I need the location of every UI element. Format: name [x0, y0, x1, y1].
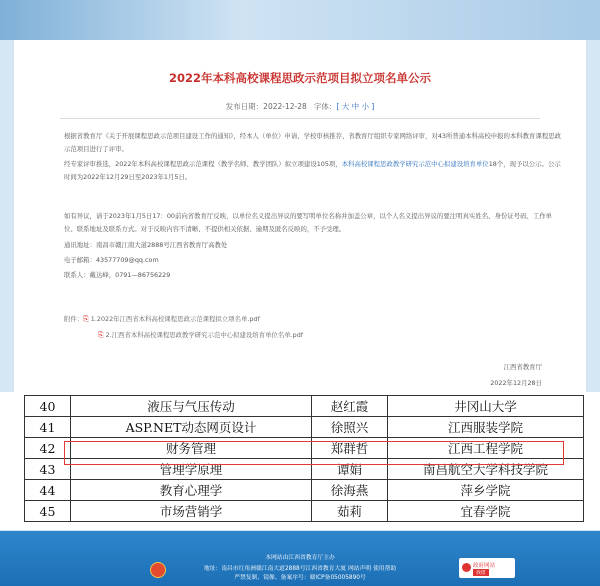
course-name: 市场营销学	[71, 501, 312, 522]
attachment-2-name[interactable]: 2.江西省本科高校课程思政教学研究示范中心拟建设培育单位名单.pdf	[105, 331, 304, 339]
teacher-name: 茹莉	[312, 501, 388, 522]
notice-title: 2022年本科高校课程思政示范项目拟立项名单公示	[168, 71, 431, 85]
school-name: 南昌航空大学科技学院	[388, 459, 584, 480]
title-divider	[60, 118, 540, 119]
site-footer	[0, 531, 600, 586]
gov-badge-top-text: 政府网站	[473, 563, 496, 569]
publish-date: 发布日期：2022-12-28	[225, 102, 307, 111]
school-name: 井冈山大学	[388, 396, 584, 417]
row-number: 42	[25, 438, 71, 459]
footer-address[interactable]: 地址：南昌市红角洲赣江南大道2888号江西省教育大厦 网站声明 使用帮助	[203, 566, 397, 572]
contact-person: 联系人：戴达峰，0791—86756229	[64, 271, 171, 279]
highlighted-row-box	[64, 441, 564, 465]
attachment-label: 附件：	[64, 315, 84, 323]
school-name: 江西服装学院	[388, 417, 584, 438]
row-number: 40	[25, 396, 71, 417]
course-name: 管理学原理	[71, 459, 312, 480]
email-label: 电子邮箱：	[64, 256, 96, 264]
page-top-banner	[0, 0, 600, 40]
course-name: 液压与气压传动	[71, 396, 312, 417]
table-row	[25, 480, 584, 501]
font-size-selector[interactable]: [ 大 中 小 ]	[336, 102, 375, 111]
row-number: 44	[25, 480, 71, 501]
page-side-left	[0, 40, 14, 392]
school-name: 萍乡学院	[388, 480, 584, 501]
sign-date: 2022年12月28日	[490, 379, 542, 387]
teacher-name: 徐海燕	[312, 480, 388, 501]
contact-email	[64, 254, 564, 267]
contact-address: 通讯地址：南昌市赣江南大道2888号江西省教育厅高教处	[64, 241, 228, 249]
email-value: 43577709@qq.com	[95, 256, 159, 264]
paragraph-2-text-b: 18个，现予以公示。公示时间为2022年12月29日至2023年1月5日。	[64, 160, 561, 181]
school-name: 宜春学院	[388, 501, 584, 522]
teacher-name: 郑群哲	[312, 438, 388, 459]
paragraph-2-text-a: 经专家评审推选，2022年本科高校课程思政示范课程（教学名师、教学团队）拟立项建设105项，	[64, 160, 342, 168]
page-side-right	[586, 40, 600, 392]
teacher-name: 赵红霞	[312, 396, 388, 417]
paragraph-2	[64, 158, 564, 184]
paragraph-3: 如有异议，请于2023年1月5日17：00前向省教育厅反映，以单位名义提出异议的要写明单位名称并加盖公章，以个人名义提出异议的要注明真实姓名、身份证号码、工作单位、联系地址及联系方式。对于反映内容不清晰、不提供相关依据、逾期及匿名反映的，不予受理。	[64, 212, 552, 233]
pdf-icon: ⎘	[83, 315, 89, 323]
font-size-label: 字体：	[313, 102, 337, 111]
gov-site-error-badge[interactable]	[459, 558, 515, 578]
attachment-2[interactable]	[98, 330, 303, 340]
table-row	[25, 396, 584, 417]
attachment-1-name[interactable]: 1.2022年江西省本科高校课程思政示范课程拟立项名单.pdf	[90, 315, 260, 323]
gov-badge-bottom-text: 找错	[473, 569, 489, 576]
footer-icp: 严禁复制、镜像、备案序号：赣ICP备05005890号	[234, 575, 366, 581]
course-name: 教育心理学	[71, 480, 312, 501]
signer: 江西省教育厅	[503, 363, 542, 371]
notice-card	[14, 40, 586, 392]
pdf-icon: ⎘	[98, 331, 104, 339]
teacher-name: 徐照兴	[312, 417, 388, 438]
table-row	[25, 417, 584, 438]
gov-badge-icon	[462, 563, 471, 572]
teacher-name: 谭娟	[312, 459, 388, 480]
row-number: 43	[25, 459, 71, 480]
paragraph-1: 根据省教育厅《关于开展课程思政示范项目建设工作的通知》，经本人（单位）申请、学校审核推荐、省教育厅组织专家网络评审，对43所普通本科高校申报的本科教育课程思政示范项目进行了评审。	[64, 132, 562, 153]
row-number: 41	[25, 417, 71, 438]
attachment-1[interactable]	[64, 314, 260, 324]
course-name: 财务管理	[71, 438, 312, 459]
course-name: ASP.NET动态网页设计	[71, 417, 312, 438]
school-name: 江西工程学院	[388, 438, 584, 459]
table-row	[25, 501, 584, 522]
row-number: 45	[25, 501, 71, 522]
research-center-link[interactable]: 本科高校课程思政教学研究示范中心拟建设培育单位	[341, 160, 489, 168]
footer-sponsor: 本网站由江西省教育厅主办	[265, 555, 335, 561]
notice-meta	[14, 101, 586, 112]
